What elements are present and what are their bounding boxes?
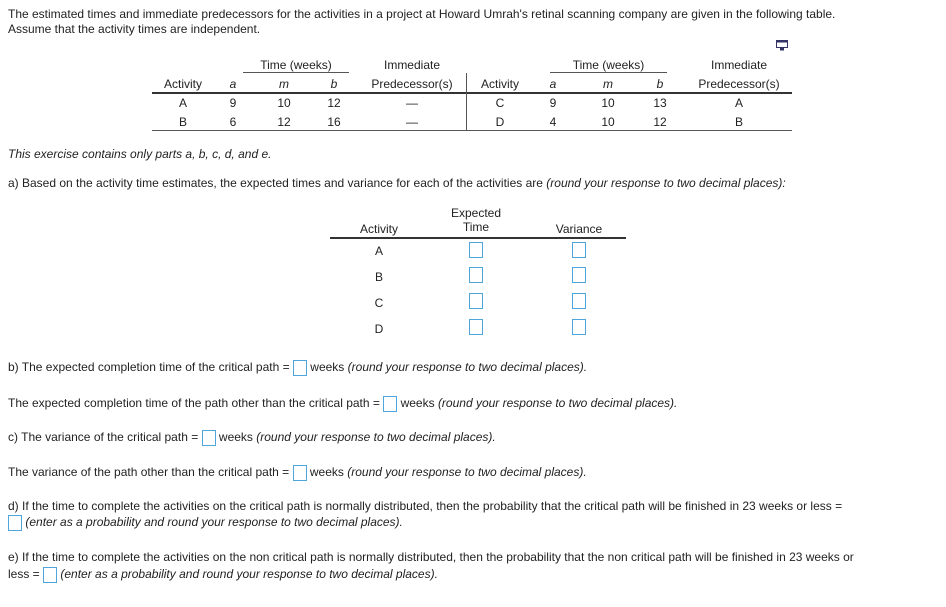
table-cell: 12 — [653, 115, 667, 129]
unit-label: weeks — [310, 360, 345, 375]
expected-time-input-d[interactable] — [469, 319, 483, 335]
activity-label: D — [374, 322, 384, 336]
other-path-variance-input[interactable] — [293, 465, 307, 481]
table-cell: 9 — [229, 96, 237, 110]
part-a-prefix: a) Based on the activity time estimates, the expected times and variance for each of the activities are — [8, 176, 547, 190]
part-c-q2 — [8, 465, 587, 481]
critical-path-probability-input[interactable] — [8, 515, 22, 531]
unit-label: weeks — [400, 396, 435, 411]
intro-line-1: The estimated times and immediate predecessors for the activities in a project at Howard Umrah's retinal scanning company are given in the following table. — [8, 7, 836, 21]
table-cell: 16 — [327, 115, 341, 129]
hint-text: (round your response to two decimal places). — [437, 396, 678, 411]
part-b-q2 — [8, 396, 677, 412]
activity-label: C — [374, 296, 384, 310]
time-group-header-right: Time (weeks) — [572, 58, 645, 72]
activity-label: A — [374, 244, 383, 258]
part-d-text: d) If the time to complete the activities on the critical path is normally distributed, then the probability that the critical path will be finished in 23 weeks or less = — [8, 499, 843, 513]
pred-header-left-2: Predecessor(s) — [371, 77, 453, 91]
exercise-note: This exercise contains only parts a, b, c, d, and e. — [8, 147, 272, 161]
activity-header-left: Activity — [163, 77, 202, 91]
b-header-left: b — [330, 77, 338, 91]
critical-path-expected-time-input[interactable] — [293, 360, 307, 376]
table-cell: 10 — [277, 96, 291, 110]
variance-input-c[interactable] — [572, 293, 586, 309]
critical-path-variance-input[interactable] — [202, 430, 216, 446]
table-cell: A — [178, 96, 187, 110]
part-c-q2-text: The variance of the path other than the critical path = — [8, 465, 290, 480]
hint-text: (round your response to two decimal places). — [256, 430, 496, 445]
table-cell: B — [178, 115, 187, 129]
part-e-answer-line — [8, 567, 438, 583]
expected-time-input-b[interactable] — [469, 267, 483, 283]
m-header-right: m — [603, 77, 613, 91]
pred-header-right-1: Immediate — [710, 58, 768, 72]
non-critical-path-probability-input[interactable] — [43, 567, 57, 583]
table-cell: D — [495, 115, 505, 129]
table-cell: 9 — [549, 96, 557, 110]
table-cell: A — [734, 96, 743, 110]
table-cell: — — [406, 115, 418, 129]
table-cell: B — [734, 115, 743, 129]
pred-header-left-1: Immediate — [383, 58, 441, 72]
activity-header-right: Activity — [480, 77, 519, 91]
unit-label: weeks — [309, 465, 344, 480]
hint-text: (round your response to two decimal places). — [347, 360, 588, 375]
hint-text: (enter as a probability and round your response to two decimal places). — [25, 515, 403, 530]
variance-input-a[interactable] — [572, 242, 586, 258]
table-cell: 10 — [601, 115, 615, 129]
m-header-left: m — [279, 77, 289, 91]
table-cell: 12 — [327, 96, 341, 110]
time-group-header-left: Time (weeks) — [260, 58, 332, 72]
copy-to-spreadsheet-icon[interactable] — [776, 40, 789, 51]
variance-input-b[interactable] — [572, 267, 586, 283]
hint-text: (enter as a probability and round your response to two decimal places). — [60, 567, 438, 582]
unit-label: weeks — [218, 430, 253, 445]
b-header-right: b — [656, 77, 664, 91]
table-cell: 10 — [601, 96, 615, 110]
activity-label: B — [374, 270, 383, 284]
part-e-text-line-2: less = — [8, 567, 40, 582]
table-cell: 13 — [653, 96, 667, 110]
activity-header: Activity — [359, 222, 398, 236]
other-path-expected-time-input[interactable] — [383, 396, 397, 412]
part-c-q1 — [8, 430, 496, 446]
expected-header-1: Expected — [450, 206, 502, 220]
expected-header-2: Time — [462, 220, 490, 234]
part-d-answer-line — [8, 515, 403, 531]
table-cell: 12 — [277, 115, 291, 129]
hint-text: (round your response to two decimal places). — [347, 465, 587, 480]
part-a-question — [8, 176, 786, 190]
variance-input-d[interactable] — [572, 319, 586, 335]
table-cell: C — [495, 96, 505, 110]
expected-time-input-a[interactable] — [469, 242, 483, 258]
a-header-right: a — [549, 77, 557, 91]
part-b-q1-text: b) The expected completion time of the critical path = — [8, 360, 290, 375]
table-cell: — — [406, 96, 418, 110]
table-cell: 6 — [229, 115, 237, 129]
part-e-text-line-1: e) If the time to complete the activities on the non critical path is normally distributed, then the probability that the non critical path will be finished in 23 weeks or — [8, 550, 854, 564]
intro-line-2: Assume that the activity times are independent. — [8, 22, 261, 36]
part-c-q1-text: c) The variance of the critical path = — [8, 430, 199, 445]
part-b-q2-text: The expected completion time of the path other than the critical path = — [8, 396, 380, 411]
pred-header-right-2: Predecessor(s) — [698, 77, 780, 91]
table-cell: 4 — [549, 115, 557, 129]
variance-header: Variance — [555, 222, 603, 236]
expected-time-input-c[interactable] — [469, 293, 483, 309]
a-header-left: a — [229, 77, 237, 91]
part-a-hint: (round your response to two decimal places): — [546, 176, 786, 190]
part-b-q1 — [8, 360, 587, 376]
